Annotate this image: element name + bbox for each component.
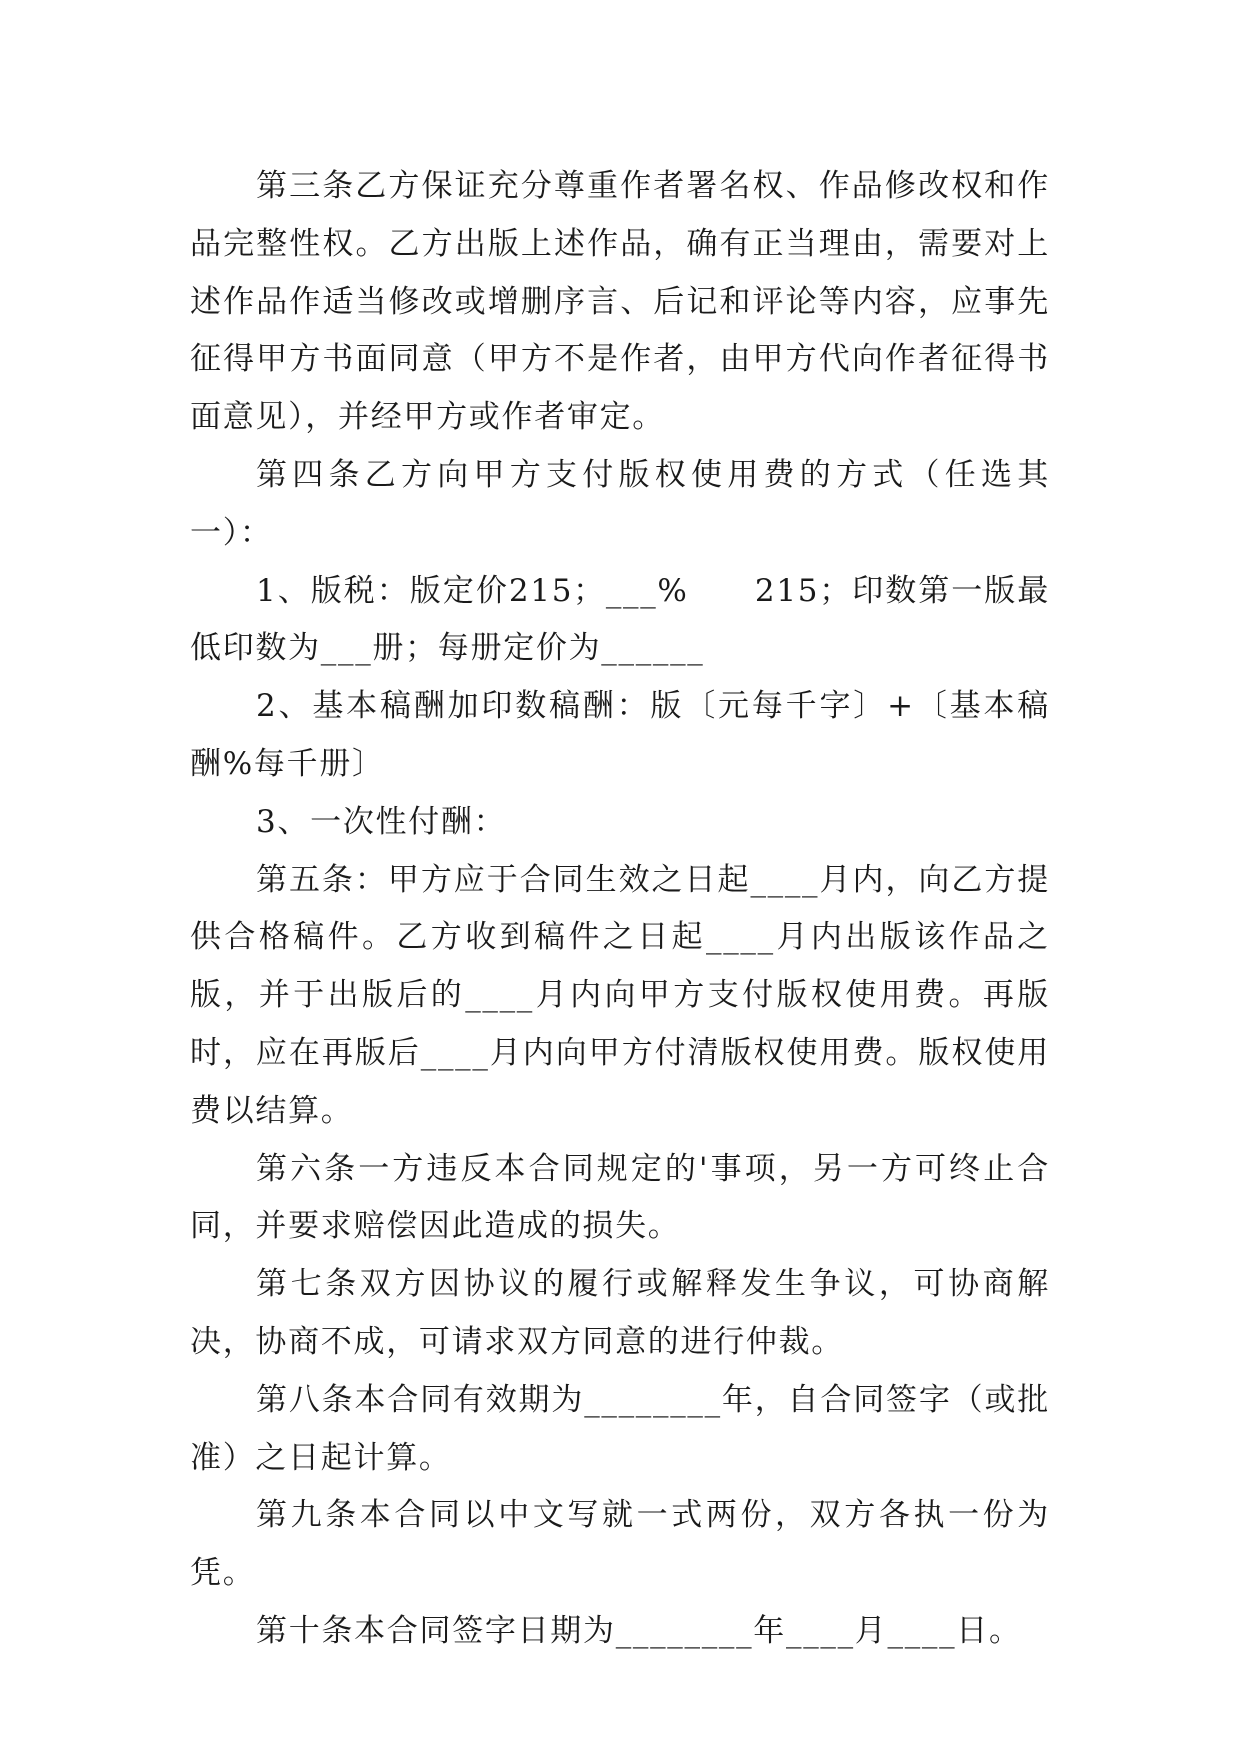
payment-option-1: 1、版税：版定价215；___% 215；印数第一版最低印数为___册；每册定价为______ xyxy=(190,572,1050,667)
payment-option-2: 2、基本稿酬加印数稿酬：版〔元每千字〕+〔基本稿酬%每千册〕 xyxy=(190,688,1050,782)
article-6-paragraph: 第六条一方违反本合同规定的'事项，另一方可终止合同，并要求赔偿因此造成的损失。 xyxy=(190,1150,1050,1245)
article-10-paragraph: 第十条本合同签字日期为________年____月____日。 xyxy=(256,1612,1022,1649)
article-8-paragraph: 第八条本合同有效期为________年，自合同签字（或批准）之日起计算。 xyxy=(190,1381,1050,1476)
article-9-paragraph: 第九条本合同以中文写就一式两份，双方各执一份为凭。 xyxy=(190,1497,1050,1592)
article-3-paragraph: 第三条乙方保证充分尊重作者署名权、作品修改权和作品完整性权。乙方出版上述作品，确有正当理由，需要对上述作品作适当修改或增删序言、后记和评论等内容，应事先征得甲方书面同意（甲方不是作者，由甲方代向作者征得书面意见），并经甲方或作者审定。 xyxy=(190,168,1050,436)
article-4-paragraph: 第四条乙方向甲方支付版权使用费的方式（任选其一）： xyxy=(190,456,1050,551)
article-5-paragraph: 第五条：甲方应于合同生效之日起____月内，向乙方提供合格稿件。乙方收到稿件之日起____月内出版该作品之版，并于出版后的____月内向甲方支付版权使用费。再版时，应在再版后____月内向甲方付清版权使用费。版权使用费以结算。 xyxy=(190,861,1050,1129)
article-7-paragraph: 第七条双方因协议的履行或解释发生争议，可协商解决，协商不成，可请求双方同意的进行仲裁。 xyxy=(190,1266,1050,1360)
payment-option-3: 3、一次性付酬： xyxy=(256,803,507,840)
document-body xyxy=(190,158,1050,1661)
